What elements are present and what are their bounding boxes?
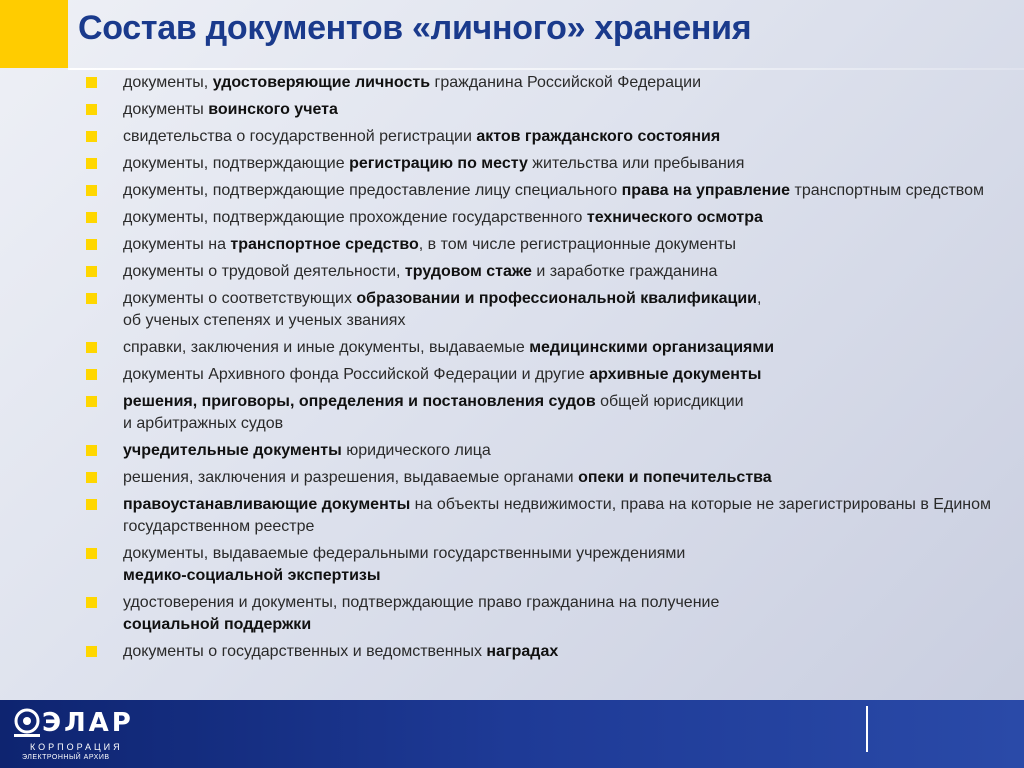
- square-bullet-icon: [86, 597, 97, 608]
- list-item-text: документы на: [123, 236, 231, 253]
- list-item-text: удостоверения и документы, подтверждающие право гражданина на получение: [123, 594, 720, 611]
- square-bullet-icon: [86, 266, 97, 277]
- list-item-emphasis: учредительные документы: [123, 442, 342, 459]
- list-item-emphasis: регистрацию по месту: [349, 155, 528, 172]
- square-bullet-icon: [86, 342, 97, 353]
- logo-name: ЭЛАР: [42, 708, 134, 738]
- list-item-text: и арбитражных судов: [123, 415, 284, 432]
- list-item-text: документы, подтверждающие прохождение государственного: [123, 209, 587, 226]
- square-bullet-icon: [86, 499, 97, 510]
- list-item-text: жительства или пребывания: [527, 155, 745, 172]
- title-accent-square: [0, 0, 68, 68]
- list-item-text: документы: [123, 101, 209, 118]
- title-divider: [68, 68, 1024, 70]
- list-item-emphasis: воинского учета: [208, 101, 338, 118]
- elar-logo: [12, 704, 132, 766]
- footer-bar: [0, 700, 1024, 768]
- square-bullet-icon: [86, 445, 97, 456]
- square-bullet-icon: [86, 77, 97, 88]
- list-item: [86, 337, 996, 359]
- list-item: [86, 72, 996, 94]
- logo-subtitle: КОРПОРАЦИЯ: [30, 742, 123, 752]
- list-item-emphasis: опеки и попечительства: [578, 469, 772, 486]
- elar-logo-icon: [12, 706, 42, 740]
- square-bullet-icon: [86, 104, 97, 115]
- list-item-emphasis: правоустанавливающие документы: [123, 496, 411, 513]
- square-bullet-icon: [86, 396, 97, 407]
- page-title: Состав документов «личного» хранения: [78, 9, 752, 47]
- list-item: [86, 364, 996, 386]
- list-item-emphasis: медико-социальной экспертизы: [123, 567, 381, 584]
- list-item: [86, 99, 996, 121]
- list-item-text: справки, заключения и иные документы, выдаваемые: [123, 339, 530, 356]
- list-item-text: общей юрисдикции: [595, 393, 744, 410]
- list-item: [86, 288, 996, 332]
- square-bullet-icon: [86, 185, 97, 196]
- list-item-text: ,: [757, 290, 762, 307]
- list-item: [86, 234, 996, 256]
- list-item-text: гражданина Российской Федерации: [430, 74, 702, 91]
- list-item-emphasis: медицинскими организациями: [529, 339, 775, 356]
- square-bullet-icon: [86, 293, 97, 304]
- square-bullet-icon: [86, 472, 97, 483]
- document-list: [86, 72, 996, 668]
- list-item-emphasis: транспортное средство: [230, 236, 419, 253]
- square-bullet-icon: [86, 212, 97, 223]
- list-item-emphasis: права на управление: [621, 182, 791, 199]
- list-item-emphasis: удостоверяющие личность: [212, 74, 431, 91]
- list-item-text: документы, подтверждающие: [123, 155, 350, 172]
- list-item-text: на объекты недвижимости, права на которые не зарегистрированы в Едином государственном реестре: [123, 496, 991, 535]
- list-item-text: , в том числе регистрационные документы: [418, 236, 737, 253]
- logo-tagline: ЭЛЕКТРОННЫЙ АРХИВ: [22, 754, 110, 761]
- list-item: [86, 391, 996, 435]
- list-item-text: юридического лица: [341, 442, 491, 459]
- square-bullet-icon: [86, 239, 97, 250]
- list-item-emphasis: трудовом стаже: [404, 263, 532, 280]
- list-item: [86, 180, 996, 202]
- list-item: [86, 153, 996, 175]
- list-item-text: транспортным средством: [790, 182, 984, 199]
- list-item: [86, 592, 996, 636]
- square-bullet-icon: [86, 646, 97, 657]
- list-item: [86, 440, 996, 462]
- list-item-text: документы о соответствующих: [123, 290, 357, 307]
- list-item-emphasis: технического осмотра: [586, 209, 763, 226]
- list-item: [86, 467, 996, 489]
- list-item-text: решения, заключения и разрешения, выдаваемые органами: [123, 469, 579, 486]
- list-item-text: документы,: [123, 74, 213, 91]
- list-item-text: и заработке гражданина: [531, 263, 718, 280]
- list-item-emphasis: образовании и профессиональной квалификации: [356, 290, 757, 307]
- list-item: [86, 641, 996, 663]
- list-item-text: документы о государственных и ведомственных: [123, 643, 487, 660]
- list-item: [86, 543, 996, 587]
- square-bullet-icon: [86, 131, 97, 142]
- list-item-text: документы о трудовой деятельности,: [123, 263, 405, 280]
- list-item: [86, 261, 996, 283]
- list-item-emphasis: социальной поддержки: [123, 616, 312, 633]
- list-item-text: об ученых степенях и ученых званиях: [123, 312, 406, 329]
- square-bullet-icon: [86, 158, 97, 169]
- list-item-text: документы Архивного фонда Российской Федерации и другие: [123, 366, 590, 383]
- list-item-text: свидетельства о государственной регистрации: [123, 128, 477, 145]
- list-item: [86, 207, 996, 229]
- list-item-text: документы, выдаваемые федеральными государственными учреждениями: [123, 545, 686, 562]
- list-item-emphasis: архивные документы: [589, 366, 762, 383]
- list-item-emphasis: актов гражданского состояния: [476, 128, 721, 145]
- list-item: [86, 126, 996, 148]
- list-item-emphasis: решения, приговоры, определения и постановления судов: [123, 393, 596, 410]
- list-item-text: документы, подтверждающие предоставление лицу специального: [123, 182, 622, 199]
- square-bullet-icon: [86, 548, 97, 559]
- list-item-emphasis: наградах: [486, 643, 559, 660]
- square-bullet-icon: [86, 369, 97, 380]
- list-item: [86, 494, 996, 538]
- footer-separator: [866, 706, 868, 752]
